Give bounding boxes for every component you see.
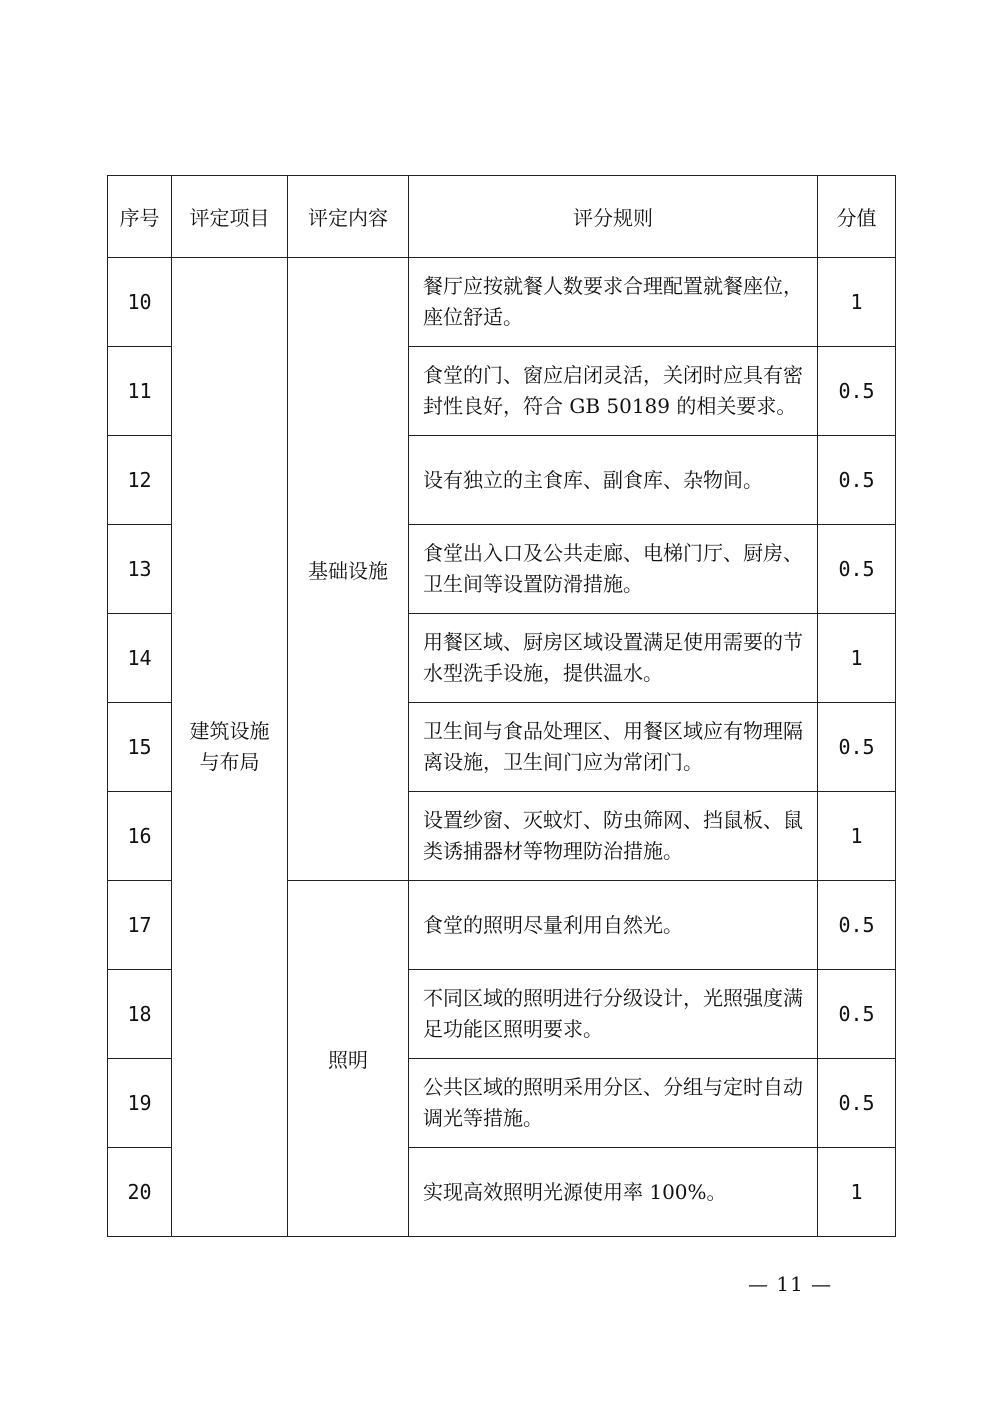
rule-text: 餐厅应按就餐人数要求合理配置就餐座位，座位舒适。	[409, 258, 818, 347]
item-group-cell	[172, 258, 288, 1237]
row-number: 19	[108, 1059, 172, 1148]
content-group-facilities: 基础设施	[288, 258, 409, 881]
rule-text: 实现高效照明光源使用率 100%。	[409, 1148, 818, 1237]
header-content: 评定内容	[288, 176, 409, 258]
score-value: 0.5	[818, 436, 896, 525]
score-value: 1	[818, 258, 896, 347]
header-no: 序号	[108, 176, 172, 258]
rule-text: 用餐区域、厨房区域设置满足使用需要的节水型洗手设施，提供温水。	[409, 614, 818, 703]
score-value: 0.5	[818, 703, 896, 792]
table-row	[108, 258, 896, 347]
rule-text: 食堂的门、窗应启闭灵活，关闭时应具有密封性良好，符合 GB 50189 的相关要求。	[409, 347, 818, 436]
rule-text: 食堂出入口及公共走廊、电梯门厅、厨房、卫生间等设置防滑措施。	[409, 525, 818, 614]
header-score: 分值	[818, 176, 896, 258]
row-number: 12	[108, 436, 172, 525]
row-number: 17	[108, 881, 172, 970]
score-value: 0.5	[818, 1059, 896, 1148]
page-number: — 11 —	[748, 1272, 833, 1296]
table-header-row	[108, 176, 896, 258]
score-value: 0.5	[818, 881, 896, 970]
row-number: 14	[108, 614, 172, 703]
row-number: 11	[108, 347, 172, 436]
score-value: 1	[818, 614, 896, 703]
row-number: 10	[108, 258, 172, 347]
rule-text: 不同区域的照明进行分级设计，光照强度满足功能区照明要求。	[409, 970, 818, 1059]
rule-text: 设有独立的主食库、副食库、杂物间。	[409, 436, 818, 525]
rule-text: 卫生间与食品处理区、用餐区域应有物理隔离设施，卫生间门应为常闭门。	[409, 703, 818, 792]
row-number: 15	[108, 703, 172, 792]
scoring-table	[107, 175, 896, 1237]
rule-text: 食堂的照明尽量利用自然光。	[409, 881, 818, 970]
header-item: 评定项目	[172, 176, 288, 258]
header-rule: 评分规则	[409, 176, 818, 258]
score-value: 1	[818, 1148, 896, 1237]
rule-text: 设置纱窗、灭蚊灯、防虫筛网、挡鼠板、鼠类诱捕器材等物理防治措施。	[409, 792, 818, 881]
rule-text: 公共区域的照明采用分区、分组与定时自动调光等措施。	[409, 1059, 818, 1148]
item-group-label: 建筑设施与布局	[189, 719, 270, 774]
row-number: 13	[108, 525, 172, 614]
row-number: 18	[108, 970, 172, 1059]
row-number: 20	[108, 1148, 172, 1237]
score-value: 0.5	[818, 970, 896, 1059]
score-value: 0.5	[818, 347, 896, 436]
row-number: 16	[108, 792, 172, 881]
score-value: 0.5	[818, 525, 896, 614]
content-group-lighting: 照明	[288, 881, 409, 1237]
score-value: 1	[818, 792, 896, 881]
